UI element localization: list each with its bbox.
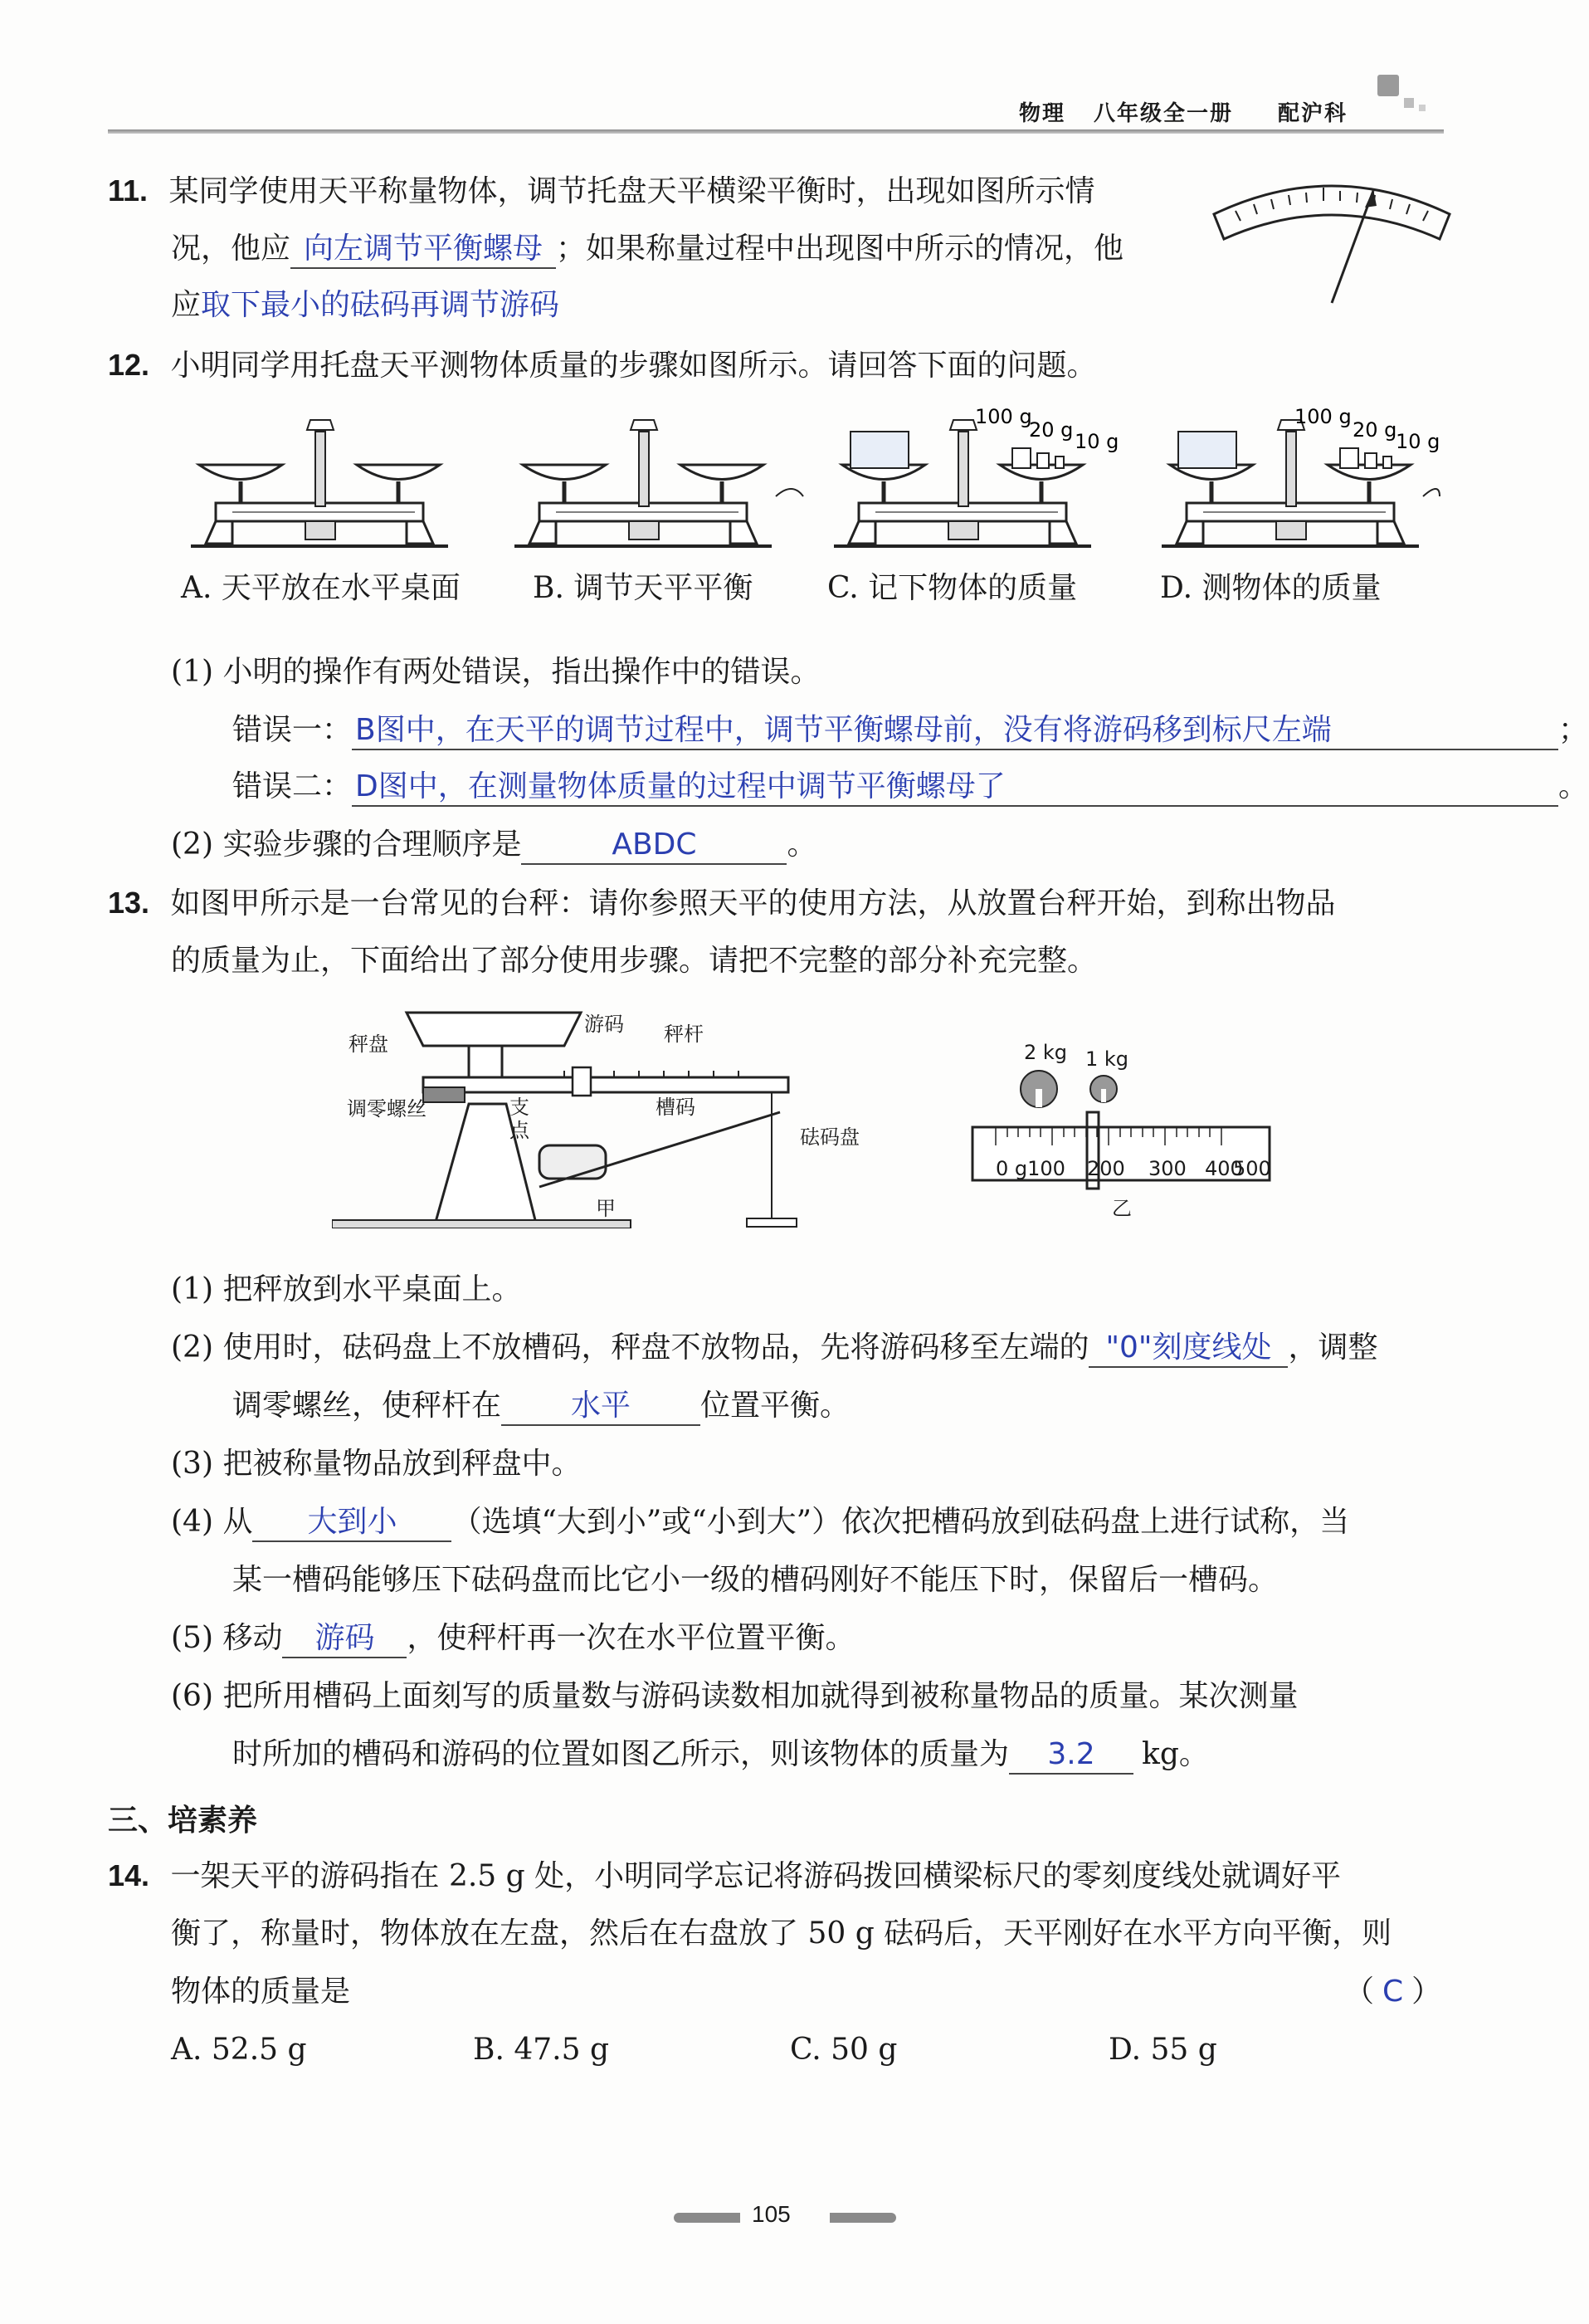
- s2-line2-post: 位置平衡。: [700, 1389, 851, 1423]
- footer-decor-left: [674, 2213, 740, 2223]
- q14-answer: C: [1382, 1975, 1404, 2009]
- sub2-pre: (2) 实验步骤的合理顺序是: [171, 828, 522, 862]
- q11-line1: [108, 171, 1095, 212]
- s5-answer: 游码: [282, 1620, 407, 1658]
- weight-label-100-c: 100 g: [975, 405, 1032, 428]
- q13-text1: 如图甲所示是一台常见的台秤：请你参照天平的使用方法，从放置台秤开始，到称出物品: [170, 886, 1336, 920]
- s6-unit: kg。: [1142, 1737, 1209, 1771]
- caption-b: B. 调节天平平衡: [533, 571, 753, 605]
- s2-answer1: "0"刻度线处: [1089, 1330, 1288, 1368]
- caption-c: C. 记下物体的质量: [827, 571, 1078, 605]
- err2-label: 错误二：: [232, 769, 353, 803]
- fig-b-weight-2kg: 2 kg: [1024, 1041, 1068, 1064]
- zero-screw: [423, 1087, 465, 1102]
- weight-label-20-c: 20 g: [1029, 418, 1074, 442]
- q12-sub1: (1) 小明的操作有两处错误，指出操作中的错误。: [171, 655, 821, 689]
- err1-end: ；: [1558, 713, 1589, 747]
- weight-pan: [747, 1218, 797, 1227]
- q14-answer-bracket: [1344, 1972, 1441, 2012]
- header-grade: 八年级全一册: [1094, 101, 1234, 126]
- caption-d: D. 测物体的质量: [1160, 571, 1382, 605]
- q13-s6-line2: [232, 1735, 1209, 1775]
- label-pan: 秤盘: [349, 1033, 388, 1056]
- weight-label-20-d: 20 g: [1353, 418, 1397, 442]
- q11-text2-post: ；如果称量过程中出现图中所示的情况，他: [556, 232, 1124, 266]
- s2-answer2: 水平: [501, 1388, 700, 1426]
- header-decor-square-tiny: [1419, 105, 1426, 111]
- hand-d: [1423, 489, 1440, 496]
- sub2-end: 。: [787, 828, 817, 862]
- caption-a: A. 天平放在水平桌面: [181, 571, 461, 605]
- q14-line1: [108, 1856, 1341, 1897]
- s6-line2-pre: 时所加的槽码和游码的位置如图乙所示，则该物体的质量为: [232, 1737, 1010, 1771]
- fig-b-tick-300: 300: [1148, 1157, 1187, 1180]
- q12-number: 12.: [108, 348, 150, 382]
- header-rule: [108, 129, 1444, 134]
- header-edition: 配沪科: [1278, 101, 1348, 126]
- weight-label-100-d: 100 g: [1294, 405, 1352, 428]
- hand-b: [776, 489, 803, 496]
- label-slot-weight: 槽码: [656, 1096, 695, 1119]
- q14-text1: 一架天平的游码指在 2.5 g 处，小明同学忘记将游码拨回横梁标尺的零刻度线处就调好平: [170, 1859, 1342, 1893]
- header-subject: 物理: [1019, 101, 1066, 126]
- s4-pre: (4) 从: [171, 1505, 253, 1539]
- balance-b: [514, 420, 772, 546]
- dial-pointer-head: [1365, 189, 1377, 208]
- fig-b-weight-1kg: 1 kg: [1085, 1047, 1129, 1071]
- slot-weight: [539, 1145, 606, 1179]
- q12-balance-figures: [183, 398, 1444, 564]
- s5-pre: (5) 移动: [171, 1621, 283, 1655]
- label-weight-pan: 砝码盘: [800, 1125, 860, 1149]
- fig-b-tick-0: 0 g100: [996, 1157, 1065, 1180]
- slot-1kg-notch: [1101, 1089, 1106, 1102]
- s4-post: （选填“大到小”或“小到大”）依次把槽码放到砝码盘上进行试称，当: [451, 1505, 1350, 1539]
- s2-mid: ，调整: [1288, 1330, 1378, 1365]
- sub2-answer: ABDC: [521, 827, 787, 865]
- scale-beam: [423, 1077, 788, 1092]
- scale-base: [332, 1220, 631, 1228]
- q14-bracket-open: （: [1344, 1975, 1375, 2009]
- q13-line1: [108, 883, 1336, 924]
- q11-text3-pre: 应: [171, 288, 202, 322]
- q12-stem: [108, 345, 1097, 386]
- fig-b-tick-500: 500: [1233, 1157, 1271, 1180]
- q11-text1: 某同学使用天平称量物体，调节托盘天平横梁平衡时，出现如图所示情: [168, 174, 1095, 208]
- q11-answer1: 向左调节平衡螺母: [290, 231, 556, 269]
- pan-post: [469, 1046, 502, 1079]
- weight-label-10-c: 10 g: [1075, 430, 1119, 453]
- q12-sub2: [171, 825, 816, 865]
- q13-s4-line2: 某一槽码能够压下砝码盘而比它小一级的槽码刚好不能压下时，保留后一槽码。: [232, 1563, 1279, 1597]
- q13-s3: (3) 把被称量物品放到秤盘中。: [171, 1447, 582, 1481]
- err1-label: 错误一：: [232, 713, 353, 747]
- s6-answer: 3.2: [1009, 1736, 1133, 1775]
- header-decor-square: [1377, 75, 1399, 96]
- err2-end: 。: [1558, 769, 1589, 803]
- s2-pre: (2) 使用时，砝码盘上不放槽码，秤盘不放物品，先将游码移至左端的: [171, 1330, 1089, 1365]
- q14-option-c: C. 50 g: [790, 2033, 898, 2067]
- q11-number: 11.: [108, 173, 149, 208]
- q12-stem-text: 小明同学用托盘天平测物体质量的步骤如图所示。请回答下面的问题。: [170, 349, 1097, 383]
- err2-answer: D图中，在测量物体质量的过程中调节平衡螺母了: [352, 769, 1558, 807]
- s5-post: ，使秤杆再一次在水平位置平衡。: [407, 1621, 855, 1655]
- q11-pointer-figure: [1207, 166, 1456, 315]
- q14-line2: 衡了，称量时，物体放在左盘，然后在右盘放了 50 g 砝码后，天平刚好在水平方向平衡，则: [171, 1916, 1392, 1950]
- q13-s2-line2: [232, 1386, 850, 1426]
- fig-b-tick-400: 400: [1205, 1157, 1243, 1180]
- label-beam: 秤杆: [664, 1023, 704, 1046]
- q12-err2: [232, 767, 1588, 807]
- label-fulcrum: 支点: [509, 1096, 529, 1142]
- scale-pan: [407, 1013, 581, 1046]
- header-decor-square-small: [1404, 98, 1414, 108]
- label-zero-screw: 调零螺丝: [347, 1097, 426, 1120]
- q14-line3: 物体的质量是: [171, 1975, 351, 2009]
- s2-line2-pre: 调零螺丝，使秤杆在: [232, 1389, 502, 1423]
- q11-line3: [171, 286, 559, 325]
- q14-option-d: D. 55 g: [1109, 2033, 1217, 2067]
- q13-s1: (1) 把秤放到水平桌面上。: [171, 1272, 522, 1306]
- balance-a: [191, 420, 448, 546]
- q11-answer2: 取下最小的砝码再调节游码: [201, 288, 560, 322]
- q12-err1: [232, 710, 1588, 750]
- q13-s5: [171, 1618, 855, 1658]
- rider: [573, 1067, 591, 1096]
- label-fig-b: 乙: [1112, 1197, 1132, 1220]
- slot-2kg-notch: [1036, 1089, 1042, 1107]
- q14-option-a: A. 52.5 g: [171, 2033, 307, 2067]
- footer-decor-right: [830, 2213, 896, 2223]
- weight-label-10-d: 10 g: [1396, 430, 1440, 453]
- s4-answer: 大到小: [252, 1504, 451, 1542]
- q13-number: 13.: [108, 886, 150, 920]
- dial-pointer: [1332, 191, 1373, 303]
- section3-title: 三、培素养: [108, 1804, 258, 1838]
- q11-line2: [171, 229, 1124, 269]
- q13-s2-line1: [171, 1328, 1377, 1368]
- fig-b-tick-200: 200: [1087, 1157, 1125, 1180]
- label-fig-a: 甲: [596, 1197, 616, 1220]
- q11-text2-pre: 况，他应: [171, 232, 291, 266]
- dial-arc: [1214, 186, 1450, 239]
- q13-line2: 的质量为止，下面给出了部分使用步骤。请把不完整的部分补充完整。: [171, 944, 1098, 978]
- err1-answer: B图中，在天平的调节过程中，调节平衡螺母前，没有将游码移到标尺左端: [352, 712, 1558, 750]
- q13-s4-line1: [171, 1502, 1349, 1542]
- q14-number: 14.: [108, 1858, 150, 1892]
- q13-s6-line1: (6) 把所用槽码上面刻写的质量数与游码读数相加就得到被称量物品的质量。某次测量: [171, 1679, 1299, 1713]
- q14-option-b: B. 47.5 g: [473, 2033, 609, 2067]
- page-number: 105: [752, 2201, 791, 2227]
- q14-bracket-close: ）: [1411, 1975, 1442, 2009]
- label-rider: 游码: [584, 1013, 624, 1036]
